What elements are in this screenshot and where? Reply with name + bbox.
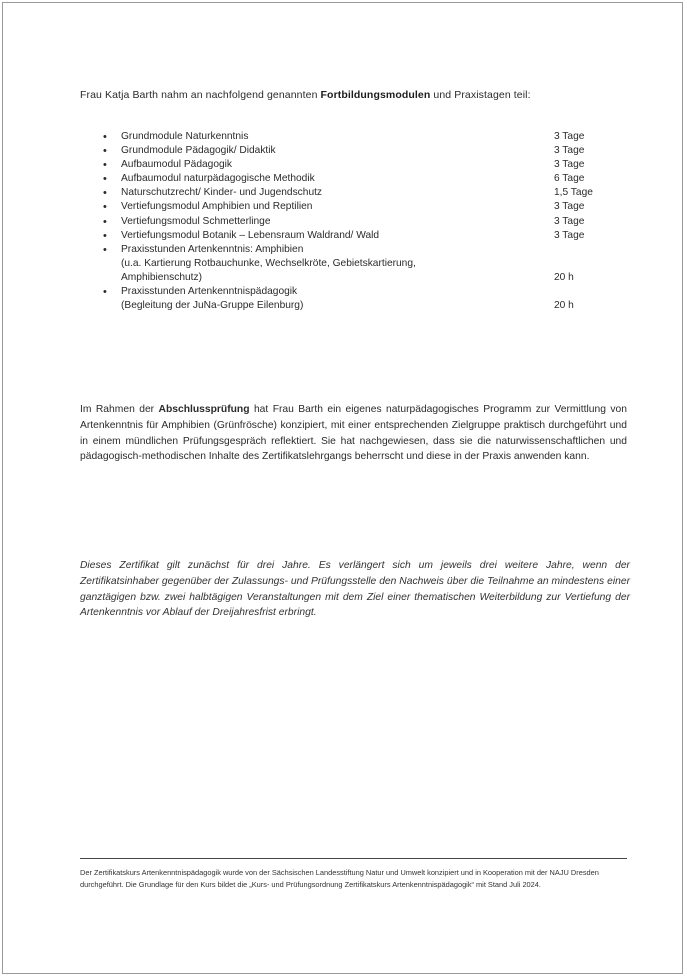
- module-item: [87, 158, 627, 172]
- module-item: [87, 215, 627, 229]
- module-name: • Praxisstunden Artenkenntnispädagogik: [121, 286, 298, 298]
- module-item: [87, 186, 627, 200]
- module-duration: 3 Tage: [554, 131, 585, 142]
- module-item: [87, 229, 627, 243]
- module-name: • Vertiefungsmodul Amphibien und Reptilien: [121, 201, 313, 213]
- module-name: (u.a. Kartierung Rotbauchunke, Wechselkröte, Gebietskartierung,: [121, 257, 416, 269]
- exam-paragraph: [80, 402, 627, 465]
- module-item: [87, 200, 627, 214]
- module-duration: 3 Tage: [554, 145, 585, 157]
- module-item: [87, 285, 627, 313]
- module-name: • Praxisstunden Artenkenntnis: Amphibien: [121, 243, 304, 255]
- module-duration: 3 Tage: [554, 201, 585, 213]
- module-duration: 3 Tage: [554, 215, 585, 227]
- module-duration: 3 Tage: [554, 159, 585, 171]
- module-item: [87, 130, 627, 144]
- module-name: • Vertiefungsmodul Schmetterlinge: [121, 215, 271, 227]
- intro-bold: Fortbildungsmodulen: [320, 88, 431, 101]
- module-name: • Grundmodule Pädagogik/ Didaktik: [121, 145, 276, 157]
- intro-text: Frau Katja Barth nahm an nachfolgend genannten: [80, 88, 321, 101]
- validity-paragraph: Dieses Zertifikat gilt zunächst für drei Jahre. Es verlängert sich um jeweils drei weitere Jahre, wenn der Zertifikatsinhaber gegenüber der Zulassungs- und Prüfungsstelle den Nachweis über die Teilnahme an mindestens einer ganztägigen bzw. zwei halbtägigen Veranstaltungen mit dem Ziel einer thematischen Weiterbildung zur Vertiefung der Artenkenntnis vor Ablauf der Dreijahresfrist erbringt.: [80, 560, 630, 619]
- module-duration: 3 Tage: [554, 229, 585, 241]
- exam-bold: Abschlussprüfung: [158, 404, 250, 415]
- module-list: [87, 130, 627, 313]
- footer-divider: [80, 858, 627, 859]
- exam-text-end: hat Frau Barth ein eigenes naturpädagogisches Programm zur Vermittlung von Artenkenntnis für Amphibien (Grünfrösche) konzipiert, mit einer entsprechenden Zielgruppe praktisch durchgeführt und in einem mündlichen Prüfungsgespräch reflektiert. Sie hat nachgewiesen, dass sie die naturwissenschaftlichen und pädagogisch-methodischen Inhalte des Zertifikatslehrgangs beherrscht und diese in der Praxis anwenden kann.: [80, 404, 627, 463]
- module-item: [87, 144, 627, 158]
- module-duration: 1,5 Tage: [554, 187, 593, 199]
- module-duration: 6 Tage: [554, 173, 585, 185]
- footer-note: Der Zertifikatskurs Artenkenntnispädagogik wurde von der Sächsischen Landesstiftung Natur und Umwelt konzipiert und in Kooperation mit der NAJU Dresden durchgeführt. Die Grundlage für den Kurs bildet die „Kurs- und Prüfungsordnung Zertifikatskurs Artenkenntnispädagogik“ mit Stand Juli 2024.: [80, 868, 599, 889]
- module-name: • Aufbaumodul naturpädagogische Methodik: [121, 173, 315, 185]
- module-name: • Vertiefungsmodul Botanik – Lebensraum Waldrand/ Wald: [121, 229, 380, 241]
- exam-text: Im Rahmen der: [80, 404, 159, 415]
- module-name: (Begleitung der JuNa-Gruppe Eilenburg): [121, 300, 304, 312]
- module-duration: 20 h: [554, 300, 574, 312]
- module-item: [87, 172, 627, 186]
- intro-text-end: und Praxistagen teil:: [430, 88, 531, 101]
- module-name: • Aufbaumodul Pädagogik: [121, 159, 233, 171]
- module-name: Amphibienschutz): [121, 271, 202, 283]
- module-duration: 20 h: [554, 271, 574, 283]
- module-item: [87, 243, 627, 285]
- module-name: • Naturschutzrecht/ Kinder- und Jugendschutz: [121, 187, 323, 199]
- module-name: • Grundmodule Naturkenntnis: [121, 131, 249, 142]
- intro-sentence: [80, 89, 531, 101]
